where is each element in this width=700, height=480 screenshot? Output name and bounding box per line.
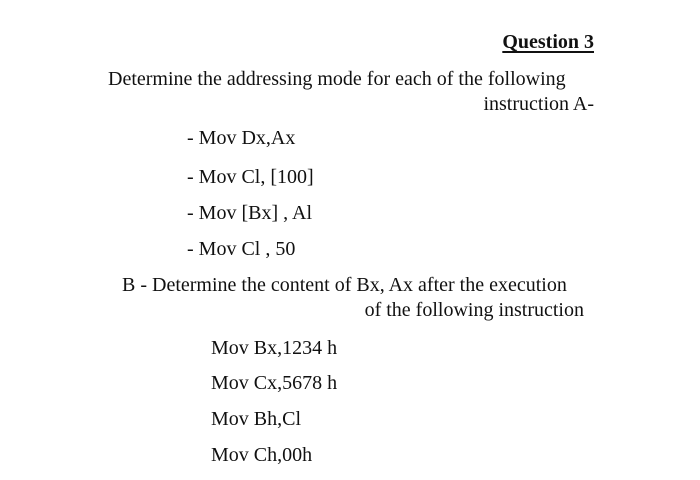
part-a-item: - Mov Dx,Ax <box>187 127 296 149</box>
part-b-instruction: Mov Cx,5678 h <box>211 372 338 394</box>
part-b-instruction: Mov Bh,Cl <box>211 408 302 430</box>
part-a-prompt-line1: Determine the addressing mode for each of the following <box>108 68 566 90</box>
part-b-instruction: Mov Ch,00h <box>211 444 313 466</box>
part-a-item: - Mov Cl , 50 <box>187 238 296 260</box>
part-a-prompt-line2: instruction A- <box>483 93 594 115</box>
part-b-instruction: Mov Bx,1234 h <box>211 337 338 359</box>
part-a-item: - Mov Cl, [100] <box>187 166 314 188</box>
part-b-prompt-line2: of the following instruction <box>364 299 584 321</box>
part-a-item: - Mov [Bx] , Al <box>187 202 312 224</box>
question-title: Question 3 <box>502 31 594 53</box>
part-b-prompt-line1: B - Determine the content of Bx, Ax after the execution <box>122 274 567 296</box>
